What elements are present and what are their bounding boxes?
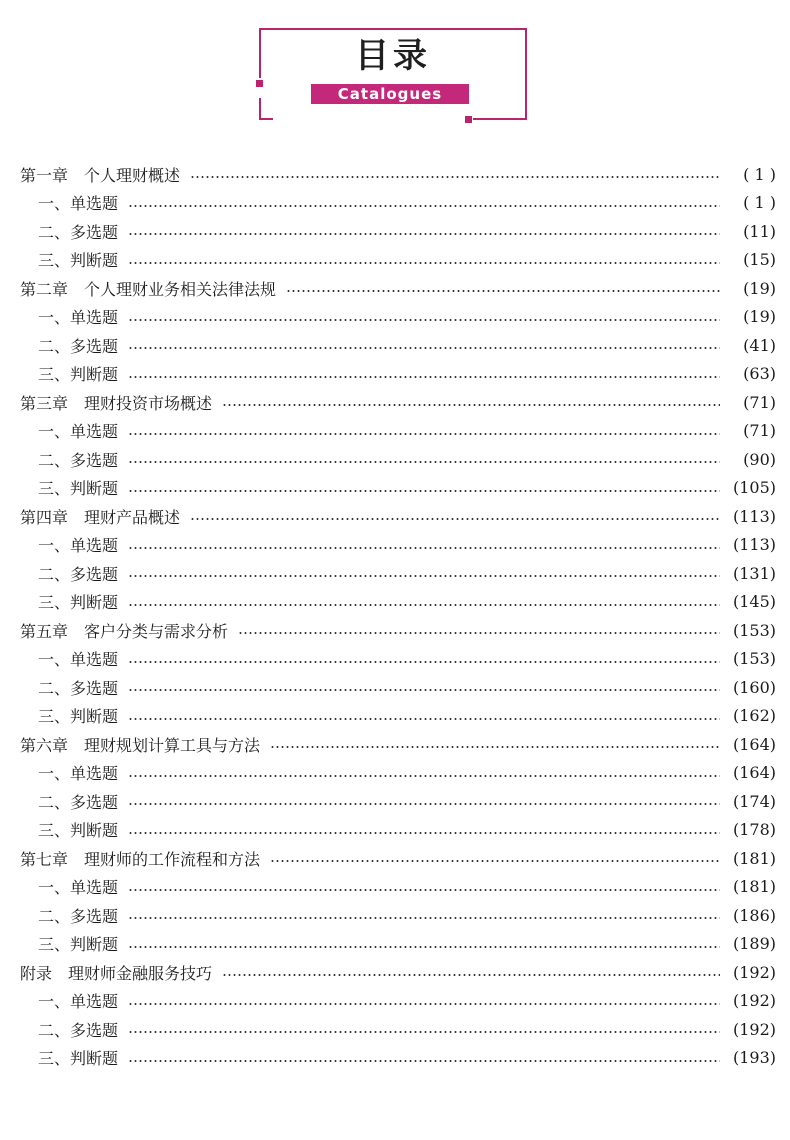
- toc-section-entry[interactable]: [20, 445, 776, 474]
- dot-leader: [238, 632, 720, 634]
- toc-page-number: (41): [743, 335, 776, 355]
- frame-corner-square-left: [256, 80, 263, 87]
- toc-section-entry[interactable]: [20, 787, 776, 816]
- toc-entry-label: 三、判断题: [38, 707, 119, 727]
- toc-page-number: (193): [732, 1048, 776, 1068]
- toc-section-entry[interactable]: [20, 987, 776, 1016]
- dot-leader: [128, 490, 720, 492]
- toc-page-number: (153): [732, 620, 776, 640]
- toc-section-entry[interactable]: [20, 1044, 776, 1073]
- toc-entry-label: 第一章 个人理财概述: [20, 165, 181, 185]
- toc-section-entry[interactable]: [20, 588, 776, 617]
- dot-leader: [222, 404, 720, 406]
- dot-leader: [128, 547, 720, 549]
- toc-section-entry[interactable]: [20, 816, 776, 845]
- dot-leader: [128, 1031, 720, 1033]
- toc-entry-label: 三、判断题: [38, 479, 119, 499]
- toc-page-number: (181): [732, 848, 776, 868]
- toc-section-entry[interactable]: [20, 1015, 776, 1044]
- dot-leader: [270, 860, 720, 862]
- toc-section-entry[interactable]: [20, 417, 776, 446]
- toc-page-number: (174): [732, 791, 776, 811]
- dot-leader: [128, 946, 720, 948]
- toc-entry-label: 三、判断题: [38, 935, 119, 955]
- toc-chapter-entry[interactable]: [20, 958, 776, 987]
- dot-leader: [128, 689, 720, 691]
- frame-corner-square-bottom: [465, 116, 472, 123]
- toc-section-entry[interactable]: [20, 531, 776, 560]
- toc-entry-label: 一、单选题: [38, 764, 119, 784]
- toc-chapter-entry[interactable]: [20, 730, 776, 759]
- toc-entry-label: 一、单选题: [38, 992, 119, 1012]
- toc-section-entry[interactable]: [20, 673, 776, 702]
- toc-chapter-entry[interactable]: [20, 388, 776, 417]
- toc-page-number: (113): [732, 506, 776, 526]
- toc-entry-label: 一、单选题: [38, 308, 119, 328]
- toc-entry-label: 一、单选题: [38, 878, 119, 898]
- toc-section-entry[interactable]: [20, 901, 776, 930]
- toc-page-number: (19): [743, 307, 776, 327]
- dot-leader: [128, 205, 720, 207]
- toc-section-entry[interactable]: [20, 759, 776, 788]
- toc-entry-label: 第六章 理财规划计算工具与方法: [20, 735, 261, 755]
- toc-page-number: (131): [732, 563, 776, 583]
- toc-entry-label: 三、判断题: [38, 821, 119, 841]
- toc-section-entry[interactable]: [20, 217, 776, 246]
- toc-section-entry[interactable]: [20, 303, 776, 332]
- toc-header: [259, 28, 527, 120]
- toc-chapter-entry[interactable]: [20, 502, 776, 531]
- dot-leader: [270, 746, 720, 748]
- dot-leader: [190, 518, 720, 520]
- toc-page-number: (63): [743, 364, 776, 384]
- toc-page-number: (15): [743, 250, 776, 270]
- toc-page-number: (105): [732, 478, 776, 498]
- toc-entry-label: 二、多选题: [38, 222, 119, 242]
- toc-page-number: (153): [732, 649, 776, 669]
- dot-leader: [128, 917, 720, 919]
- page-title: 目录: [355, 36, 431, 76]
- toc-section-entry[interactable]: [20, 702, 776, 731]
- toc-page-number: (71): [743, 392, 776, 412]
- toc-entry-label: 一、单选题: [38, 194, 119, 214]
- toc-page-number: (19): [743, 278, 776, 298]
- dot-leader: [128, 575, 720, 577]
- dot-leader: [128, 661, 720, 663]
- toc-section-entry[interactable]: [20, 645, 776, 674]
- dot-leader: [128, 718, 720, 720]
- dot-leader: [128, 604, 720, 606]
- dot-leader: [128, 1060, 720, 1062]
- toc-page-number: (71): [743, 421, 776, 441]
- toc-page-number: (11): [743, 221, 776, 241]
- frame-border-top: [259, 28, 527, 30]
- dot-leader: [128, 433, 720, 435]
- frame-border-bottom-left: [259, 118, 273, 120]
- toc-section-entry[interactable]: [20, 189, 776, 218]
- toc-page-number: (90): [743, 449, 776, 469]
- toc-page-number: (192): [732, 991, 776, 1011]
- dot-leader: [128, 832, 720, 834]
- dot-leader: [222, 974, 720, 976]
- toc-entry-label: 三、判断题: [38, 1049, 119, 1069]
- dot-leader: [128, 803, 720, 805]
- toc-entry-label: 二、多选题: [38, 450, 119, 470]
- toc-chapter-entry[interactable]: [20, 616, 776, 645]
- toc-page-number: (113): [732, 535, 776, 555]
- toc-section-entry[interactable]: [20, 930, 776, 959]
- toc-entry-label: 附录 理财师金融服务技巧: [20, 963, 213, 983]
- toc-page-number: (160): [732, 677, 776, 697]
- toc-entry-label: 三、判断题: [38, 593, 119, 613]
- toc-page-number: (164): [732, 734, 776, 754]
- toc-section-entry[interactable]: [20, 559, 776, 588]
- toc-entry-label: 第四章 理财产品概述: [20, 507, 181, 527]
- frame-border-left-lower: [259, 98, 261, 120]
- toc-page-number: (192): [732, 1019, 776, 1039]
- toc-page-number: (181): [732, 877, 776, 897]
- toc-chapter-entry[interactable]: [20, 844, 776, 873]
- dot-leader: [128, 319, 720, 321]
- toc-page-number: ( 1 ): [743, 164, 776, 184]
- page-subtitle-banner: Catalogues: [311, 84, 469, 104]
- toc-page-number: (164): [732, 763, 776, 783]
- toc-entry-label: 一、单选题: [38, 422, 119, 442]
- toc-entry-label: 二、多选题: [38, 792, 119, 812]
- dot-leader: [190, 176, 720, 178]
- dot-leader: [128, 376, 720, 378]
- toc-page-number: (189): [732, 934, 776, 954]
- toc-chapter-entry[interactable]: [20, 274, 776, 303]
- dot-leader: [128, 233, 720, 235]
- toc-entry-label: 一、单选题: [38, 650, 119, 670]
- toc-page-number: (186): [732, 905, 776, 925]
- toc-entry-label: 二、多选题: [38, 336, 119, 356]
- dot-leader: [128, 461, 720, 463]
- dot-leader: [128, 1003, 720, 1005]
- toc-section-entry[interactable]: [20, 873, 776, 902]
- toc-entry-label: 三、判断题: [38, 251, 119, 271]
- toc-entry-label: 二、多选题: [38, 1020, 119, 1040]
- toc-entry-label: 第三章 理财投资市场概述: [20, 393, 213, 413]
- toc-page-number: (145): [732, 592, 776, 612]
- toc-section-entry[interactable]: [20, 331, 776, 360]
- toc-page-number: ( 1 ): [743, 193, 776, 213]
- toc-entry-label: 第七章 理财师的工作流程和方法: [20, 849, 261, 869]
- toc-page-number: (178): [732, 820, 776, 840]
- dot-leader: [128, 775, 720, 777]
- toc-entry-label: 第五章 客户分类与需求分析: [20, 621, 229, 641]
- toc-entry-label: 二、多选题: [38, 678, 119, 698]
- table-of-contents: [20, 160, 776, 1072]
- toc-section-entry[interactable]: [20, 360, 776, 389]
- toc-section-entry[interactable]: [20, 246, 776, 275]
- toc-section-entry[interactable]: [20, 474, 776, 503]
- toc-entry-label: 第二章 个人理财业务相关法律法规: [20, 279, 277, 299]
- toc-entry-label: 三、判断题: [38, 365, 119, 385]
- toc-page-number: (162): [732, 706, 776, 726]
- toc-entry-label: 一、单选题: [38, 536, 119, 556]
- toc-entry-label: 二、多选题: [38, 564, 119, 584]
- dot-leader: [286, 290, 720, 292]
- dot-leader: [128, 262, 720, 264]
- toc-chapter-entry[interactable]: [20, 160, 776, 189]
- dot-leader: [128, 347, 720, 349]
- toc-entry-label: 二、多选题: [38, 906, 119, 926]
- dot-leader: [128, 889, 720, 891]
- toc-page-number: (192): [732, 962, 776, 982]
- frame-border-bottom-right: [473, 118, 527, 120]
